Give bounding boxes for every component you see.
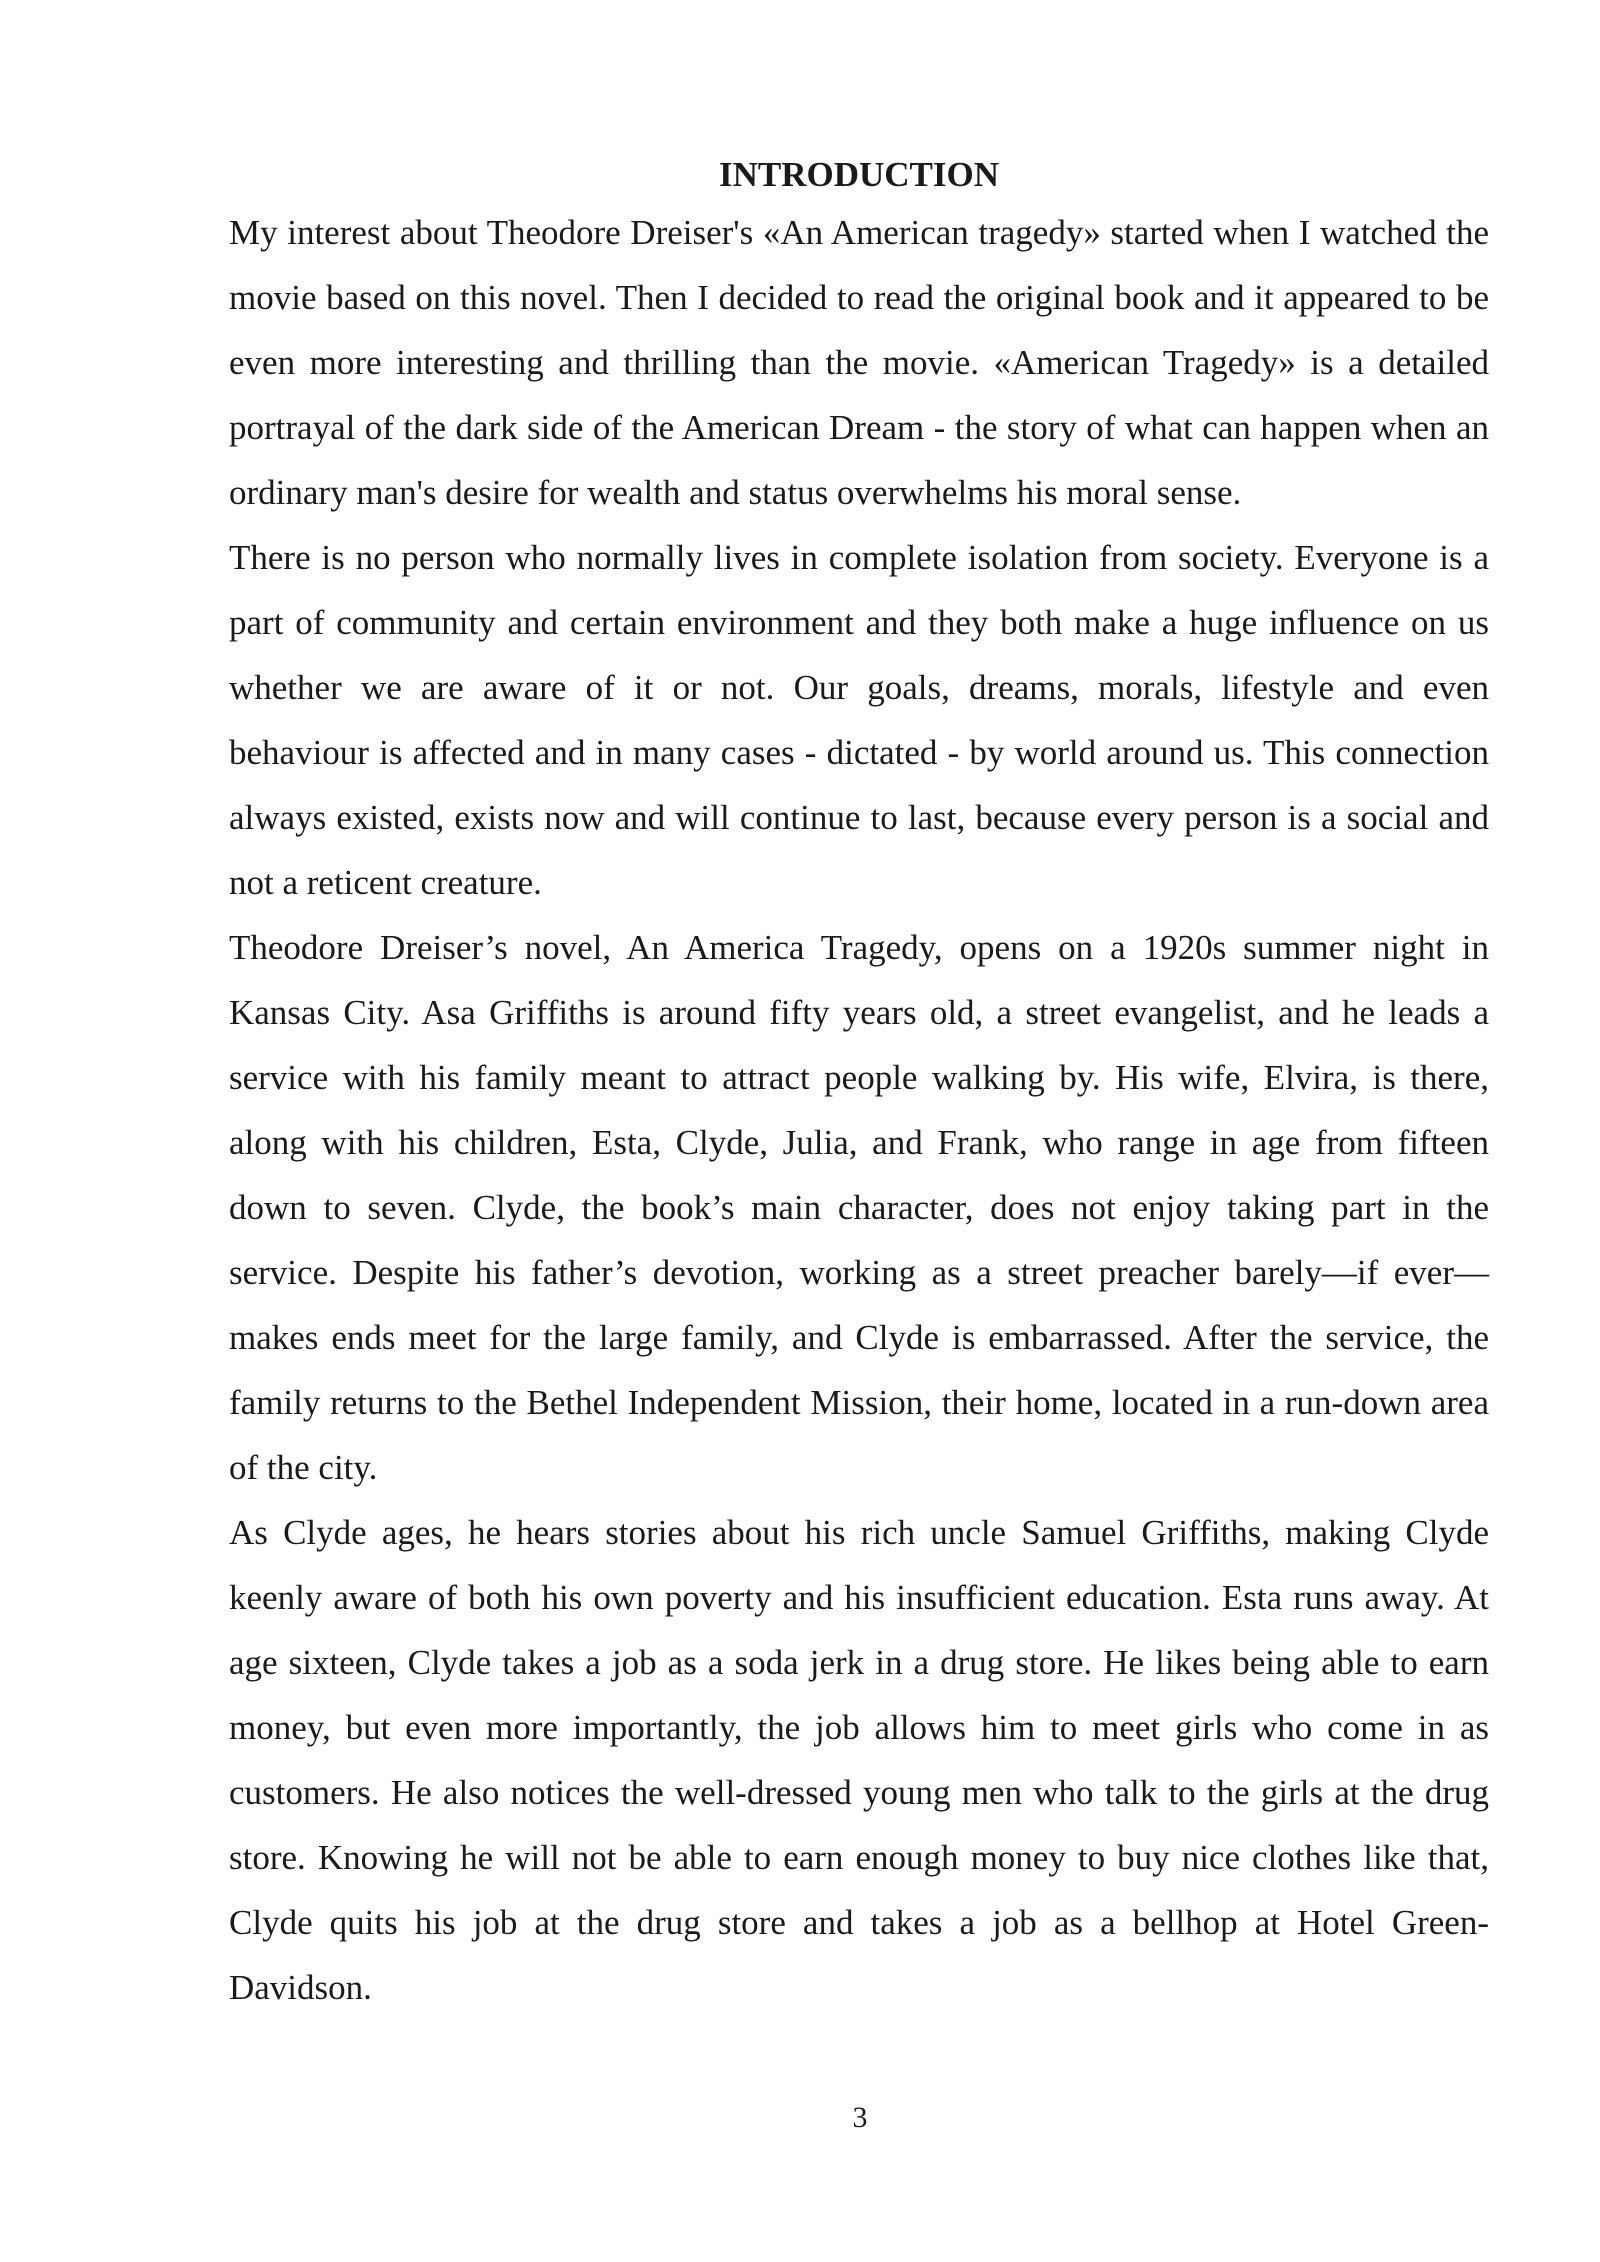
paragraph-2: There is no person who normally lives in complete isolation from society. Everyone is a part of community and certain environment and they both make a huge influence on us whether we are aware of it or not. Our goals, dreams, morals, lifestyle and even behaviour is affected and in many cases - dictated - by world around us. This connection always existed, exists now and will continue to last, because every person is a social and not a reticent creature.: [229, 538, 1489, 902]
paragraph-1: My interest about Theodore Dreiser's «An American tragedy» started when I watched the movie based on this novel. Then I decided to read the original book and it appeared to be even more interesting and thrilling than the movie. «American Tragedy» is a detailed portrayal of the dark side of the American Dream - the story of what can happen when an ordinary man's desire for wealth and status overwhelms his moral sense.: [229, 213, 1489, 512]
paragraph-4: As Clyde ages, he hears stories about his rich uncle Samuel Griffiths, making Clyde keenly aware of both his own poverty and his insufficient education. Esta runs away. At age sixteen, Clyde takes a job as a soda jerk in a drug store. He likes being able to earn money, but even more importantly, the job allows him to meet girls who come in as customers. He also notices the well-dressed young men who talk to the girls at the drug store. Knowing he will not be able to earn enough money to buy nice clothes like that, Clyde quits his job at the drug store and takes a job as a bellhop at Hotel Green-Davidson.: [229, 1513, 1489, 2007]
paragraph-3: Theodore Dreiser’s novel, An America Tragedy, opens on a 1920s summer night in Kansas City. Asa Griffiths is around fifty years old, a street evangelist, and he leads a service with his family meant to attract people walking by. His wife, Elvira, is there, along with his children, Esta, Clyde, Julia, and Frank, who range in age from fifteen down to seven. Clyde, the book’s main character, does not enjoy taking part in the service. Despite his father’s devotion, working as a street preacher barely—if ever—makes ends meet for the large family, and Clyde is embarrassed. After the service, the family returns to the Bethel Independent Mission, their home, located in a run-down area of the city.: [229, 928, 1489, 1487]
section-heading: INTRODUCTION: [718, 155, 1000, 194]
page-body: [229, 150, 1489, 2020]
page-number: 3: [852, 2101, 868, 2134]
